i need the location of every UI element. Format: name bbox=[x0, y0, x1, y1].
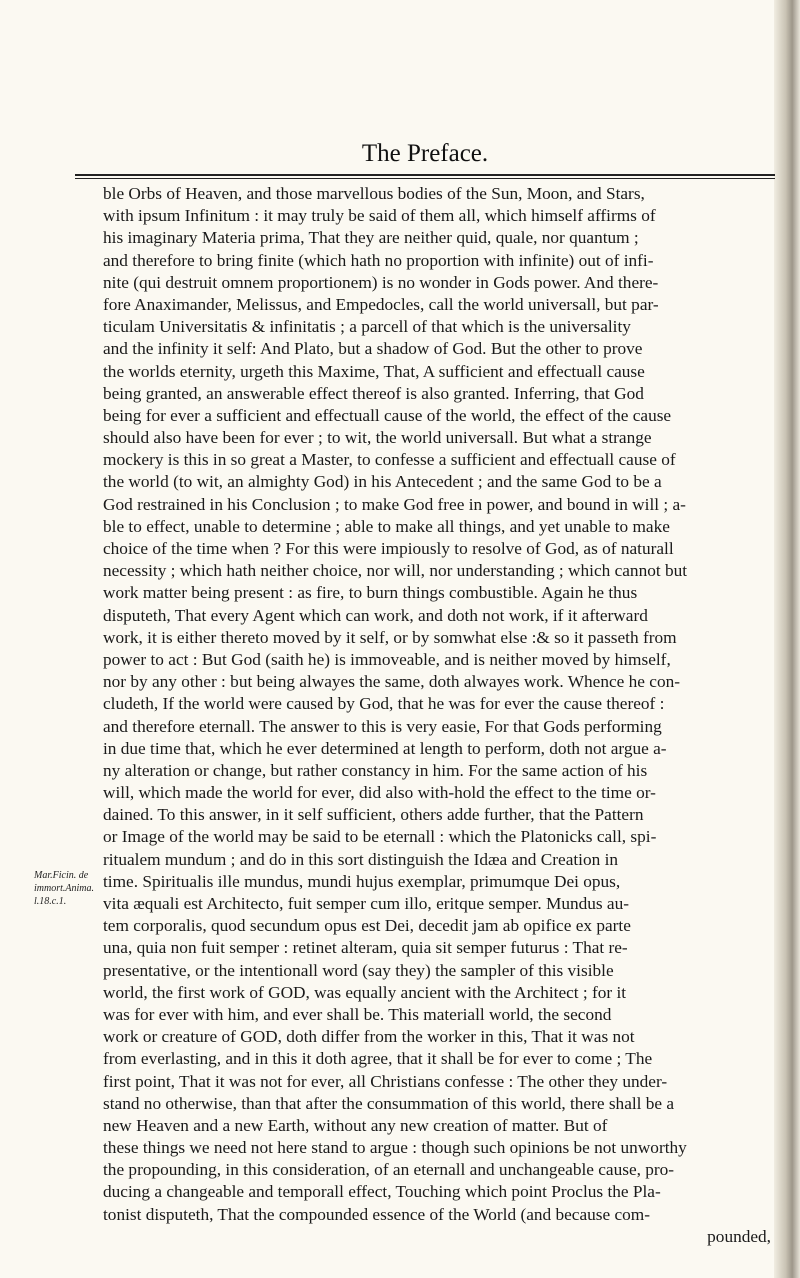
text-line: and the infinity it self: And Plato, but a shadow of God. But the other to prove bbox=[103, 339, 643, 359]
text-line: first point, That it was not for ever, all Christians confesse : The other they under- bbox=[103, 1071, 668, 1091]
text-line: fore Anaximander, Melissus, and Empedocles, call the world universall, but par- bbox=[103, 294, 659, 314]
text-line: the propounding, in this consideration, of an eternall and unchangeable cause, pro- bbox=[103, 1160, 675, 1180]
margin-note bbox=[34, 869, 104, 908]
text-line: ble Orbs of Heaven, and those marvellous bodies of the Sun, Moon, and Stars, bbox=[103, 184, 645, 203]
text-line: will, which made the world for ever, did also with-hold the effect to the time or- bbox=[103, 783, 656, 803]
text-line: these things we need not here stand to argue : though such opinions be not unworthy bbox=[103, 1138, 687, 1158]
text-line: disputeth, That every Agent which can work, and doth not work, if it afterward bbox=[103, 605, 648, 625]
text-line: ticulam Universitatis & infinitatis ; a parcell of that which is the universality bbox=[103, 317, 631, 337]
text-line: world, the first work of GOD, was equally ancient with the Architect ; for it bbox=[103, 982, 627, 1002]
text-line: new Heaven and a new Earth, without any new creation of matter. But of bbox=[103, 1115, 608, 1135]
text-line: stand no otherwise, than that after the consummation of this world, there shall be a bbox=[103, 1093, 675, 1113]
text-line: presentative, or the intentionall word (say they) the sampler of this visible bbox=[103, 960, 614, 980]
page-title: The Preface. bbox=[361, 140, 489, 167]
text-line: or Image of the world may be said to be eternall : which the Platonicks call, spi- bbox=[103, 827, 657, 847]
margin-note-line: immort.Anima. bbox=[34, 883, 94, 894]
text-line: mockery is this in so great a Master, to confesse a sufficient and effectuall cause of bbox=[103, 450, 676, 470]
text-line: and therefore to bring finite (which hath no proportion with infinite) out of infi- bbox=[103, 250, 654, 270]
text-line: work, it is either thereto moved by it self, or by somwhat else :& so it passeth from bbox=[103, 627, 677, 647]
text-line: time. Spiritualis ille mundus, mundi hujus exemplar, primumque Dei opus, bbox=[103, 871, 621, 891]
text-line: cludeth, If the world were caused by God, that he was for ever the cause thereof : bbox=[103, 694, 665, 714]
text-line: dained. To this answer, in it self sufficient, others adde further, that the Pattern bbox=[103, 805, 644, 825]
text-line: his imaginary Materia prima, That they are neither quid, quale, nor quantum ; bbox=[103, 228, 639, 248]
text-line: choice of the time when ? For this were impiously to resolve of God, as of naturall bbox=[103, 539, 674, 558]
catchword: pounded, bbox=[707, 1226, 771, 1246]
text-line: work matter being present : as fire, to burn things combustible. Again he thus bbox=[103, 583, 638, 603]
page-edge-shadow bbox=[774, 0, 800, 1278]
margin-note-line: l.18.c.1. bbox=[34, 896, 67, 907]
text-line: nite (qui destruit omnem proportionem) is no wonder in Gods power. And there- bbox=[103, 272, 659, 292]
text-line: the worlds eternity, urgeth this Maxime, That, A sufficient and effectuall cause bbox=[103, 361, 645, 381]
margin-note-line: Mar.Ficin. de bbox=[34, 870, 89, 881]
text-line: the world (to wit, an almighty God) in his Antecedent ; and the same God to be a bbox=[103, 472, 662, 492]
text-line: being for ever a sufficient and effectuall cause of the world, the effect of the cause bbox=[103, 405, 672, 425]
text-line: ny alteration or change, but rather constancy in him. For the same action of his bbox=[103, 760, 648, 780]
text-line: necessity ; which hath neither choice, nor will, nor understanding ; which cannot but bbox=[103, 561, 688, 581]
text-line: being granted, an answerable effect thereof is also granted. Inferring, that God bbox=[103, 383, 644, 403]
text-line: God restrained in his Conclusion ; to make God free in power, and bound in will ; a- bbox=[103, 494, 686, 514]
text-line: in due time that, which he ever determined at length to perform, doth not argue a- bbox=[103, 738, 667, 758]
text-line: was for ever with him, and ever shall be. This materiall world, the second bbox=[103, 1004, 612, 1024]
header-rule bbox=[75, 174, 775, 176]
text-line: and therefore eternall. The answer to this is very easie, For that Gods performing bbox=[103, 716, 662, 736]
text-line: from everlasting, and in this it doth agree, that it shall be for ever to come ; The bbox=[103, 1049, 653, 1069]
text-line: ble to effect, unable to determine ; able to make all things, and yet unable to make bbox=[103, 516, 670, 536]
text-line: nor by any other : but being alwayes the same, doth alwayes work. Whence he con- bbox=[103, 672, 680, 692]
text-line: should also have been for ever ; to wit, the world universall. But what a strange bbox=[103, 428, 652, 448]
text-line: work or creature of GOD, doth differ from the worker in this, That it was not bbox=[103, 1027, 635, 1047]
text-line: with ipsum Infinitum : it may truly be said of them all, which himself affirms of bbox=[103, 206, 656, 226]
text-line: tonist disputeth, That the compounded essence of the World (and because com- bbox=[103, 1204, 650, 1224]
body-text bbox=[103, 183, 771, 1248]
text-line: power to act : But God (saith he) is immoveable, and is neither moved by himself, bbox=[103, 649, 671, 669]
text-line: tem corporalis, quod secundum opus est Dei, decedit jam ab opifice ex parte bbox=[103, 916, 631, 936]
text-line: una, quia non fuit semper : retinet alteram, quia sit semper futurus : That re- bbox=[103, 938, 628, 958]
header-rule-thin bbox=[75, 178, 775, 179]
text-line: ritualem mundum ; and do in this sort distinguish the Idæa and Creation in bbox=[103, 849, 619, 869]
text-line: vita æquali est Architecto, fuit semper cum illo, eritque semper. Mundus au- bbox=[103, 894, 629, 913]
text-line: ducing a changeable and temporall effect, Touching which point Proclus the Pla- bbox=[103, 1182, 661, 1202]
